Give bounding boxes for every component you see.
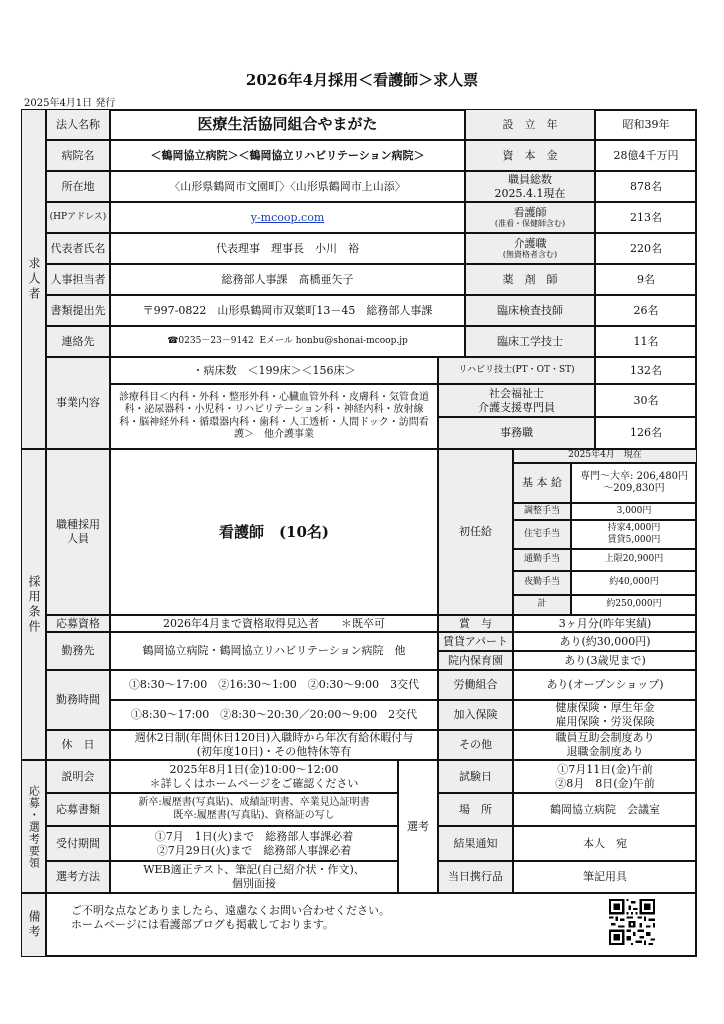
corp-name: 医療生活協同組合やまがた: [110, 109, 465, 140]
exam-date-label: 試験日: [438, 760, 513, 793]
office-label: 事務職: [438, 417, 595, 449]
qualification-label: 応募資格: [46, 615, 110, 632]
qr-code-icon[interactable]: [609, 899, 655, 945]
venue: 鶴岡協立病院 会議室: [513, 793, 697, 826]
total-pay-label: 計: [513, 595, 571, 615]
nursery-label: 院内保育園: [438, 651, 513, 670]
cetech-count: 11名: [595, 326, 697, 357]
address-label: 所在地: [46, 171, 110, 202]
remarks-line-1: ご不明な点などありましたら、遠慮なくお問い合わせください。: [71, 904, 390, 917]
rehab-label: リハビリ技士(PT・OT・ST): [438, 357, 595, 384]
document-title: 2026年4月採用＜看護師＞求人票: [245, 71, 479, 89]
workplace-label: 勤務先: [46, 632, 110, 670]
email-address: Eメール honbu@shonai-mcoop.jp: [259, 335, 408, 346]
documents-label: 応募書類: [46, 793, 110, 826]
union: あり(オープンショップ): [513, 670, 697, 700]
total-pay: 約250,000円: [571, 595, 697, 615]
period-label: 受付期間: [46, 826, 110, 861]
section-recruiter: 求人者: [21, 109, 46, 449]
basic-pay-label: 基 本 給: [513, 463, 571, 503]
insurance-label: 加入保険: [438, 700, 513, 730]
cetech-label: 臨床工学技士: [465, 326, 595, 357]
hr-contact: 総務部人事課 髙橋亜矢子: [110, 264, 465, 295]
phone-number: ☎0235－23－9142: [167, 335, 254, 346]
application-period: ①7月 1日(火)まで 総務部人事課必着 ②7月29日(火)まで 総務部人事課必着: [110, 826, 398, 861]
section-selection: 応募・選考要領: [21, 760, 46, 893]
adjust-allowance-label: 調整手当: [513, 503, 571, 520]
housing-allowance-label: 住宅手当: [513, 520, 571, 549]
venue-label: 場 所: [438, 793, 513, 826]
method-label: 選考方法: [46, 861, 110, 893]
holidays: 週休2日制(年間休日120日)入職時から年次有給休暇付与 (初年度10日)・その他特休等有: [110, 730, 438, 760]
basic-pay: 専門～大卒: 206,480円～209,830円: [571, 463, 697, 503]
care-label: 介護職 (無資格者含む): [465, 233, 595, 264]
hr-label: 人事担当者: [46, 264, 110, 295]
section-remarks: 備考: [21, 893, 46, 957]
exam-dates: ①7月11日(金)午前 ②8月 8日(金)午前: [513, 760, 697, 793]
briefing: 2025年8月1日(金)10:00～12:00 ＊詳しくはホームページをご確認ください: [110, 760, 398, 793]
capital-label: 資 本 金: [465, 140, 595, 171]
hospital-label: 病院名: [46, 140, 110, 171]
housing-allowance: 持家4,000円 賃貸5,000円: [571, 520, 697, 549]
contact-label: 連絡先: [46, 326, 110, 357]
nurse-count: 213名: [595, 202, 697, 233]
nurse-label: 看護師 (准看・保健師含む): [465, 202, 595, 233]
remarks-text: [46, 893, 697, 957]
labtech-label: 臨床検査技師: [465, 295, 595, 326]
staff-total-value: 878名: [595, 171, 697, 202]
social-worker-label: 社会福祉士 介護支援専門員: [438, 384, 595, 417]
pay-as-of: 2025年4月 現在: [513, 449, 697, 463]
section-conditions: 採用条件: [21, 449, 46, 760]
commute-allowance: 上限20,900円: [571, 549, 697, 571]
job-label: 職種採用人員: [46, 449, 110, 615]
issue-date: 2025年4月1日 発行: [24, 98, 116, 109]
submit-label: 書類提出先: [46, 295, 110, 326]
remarks-line-2: ホームページには看護部ブログも掲載しております。: [71, 917, 334, 931]
rehab-count: 132名: [595, 357, 697, 384]
selection-block-label: 選考: [398, 760, 438, 893]
founded-label: 設 立 年: [465, 109, 595, 140]
capital-value: 28億4千万円: [595, 140, 697, 171]
founded-value: 昭和39年: [595, 109, 697, 140]
contact-info: [110, 326, 465, 357]
union-label: 労働組合: [438, 670, 513, 700]
hp-label: (HPアドレス): [46, 202, 110, 233]
insurance: 健康保険・厚生年金 雇用保険・労災保険: [513, 700, 697, 730]
care-count: 220名: [595, 233, 697, 264]
apartment-label: 賃貸アパート: [438, 632, 513, 651]
nursery: あり(3歳児まで): [513, 651, 697, 670]
pharmacist-count: 9名: [595, 264, 697, 295]
documents: 新卒:履歴書(写真貼)、成績証明書、卒業見込証明書 既卒:履歴書(写真貼)、資格証の写し: [110, 793, 398, 826]
bring-label: 当日携行品: [438, 861, 513, 893]
other-label: その他: [438, 730, 513, 760]
commute-allowance-label: 通勤手当: [513, 549, 571, 571]
social-worker-count: 30名: [595, 384, 697, 417]
job-title: 看護師 (10名): [110, 449, 438, 615]
labtech-count: 26名: [595, 295, 697, 326]
result-label: 結果通知: [438, 826, 513, 861]
hours-label: 勤務時間: [46, 670, 110, 730]
apartment: あり(約30,000円): [513, 632, 697, 651]
result-notice: 本人 宛: [513, 826, 697, 861]
business-label: 事業内容: [46, 357, 110, 449]
staff-total-label: 職員総数 2025.4.1現在: [465, 171, 595, 202]
corp-name-label: 法人名称: [46, 109, 110, 140]
office-count: 126名: [595, 417, 697, 449]
night-allowance: 約40,000円: [571, 571, 697, 595]
briefing-label: 説明会: [46, 760, 110, 793]
holiday-label: 休 日: [46, 730, 110, 760]
hp-cell: [110, 202, 465, 233]
address: 〈山形県鶴岡市文園町〉〈山形県鶴岡市上山添〉: [110, 171, 465, 202]
other-benefits: 職員互助会制度あり 退職金制度あり: [513, 730, 697, 760]
qualification: 2026年4月まで資格取得見込者 ＊既卒可: [110, 615, 438, 632]
departments: 診療科目＜内科・外科・整形外科・心臓血管外科・皮膚科・気管食道科・泌尿器科・小児科・リハビリテーション科・神経内科・放射線科・脳神経外科・循環器内科・歯科・人工透析・人間ドック・訪問看護＞ 他介護事業: [110, 384, 438, 449]
homepage-link[interactable]: y-mcoop.com: [250, 210, 325, 224]
starting-pay-label: 初任給: [438, 449, 513, 615]
hours-two-shift: ①8:30～17:00 ②8:30～20:30／20:00～9:00 2交代: [110, 700, 438, 730]
bring-items: 筆記用具: [513, 861, 697, 893]
representative-label: 代表者氏名: [46, 233, 110, 264]
bonus: 3ヶ月分(昨年実績): [513, 615, 697, 632]
workplace: 鶴岡協立病院・鶴岡協立リハビリテーション病院 他: [110, 632, 438, 670]
hours-three-shift: ①8:30～17:00 ②16:30～1:00 ②0:30～9:00 3交代: [110, 670, 438, 700]
representative: 代表理事 理事長 小川 裕: [110, 233, 465, 264]
selection-method: WEB適正テスト、筆記(自己紹介状・作文)、 個別面接: [110, 861, 398, 893]
bed-count: ・病床数 ＜199床＞＜156床＞: [110, 357, 438, 384]
hospital-names: ＜鶴岡協立病院＞＜鶴岡協立リハビリテーション病院＞: [110, 140, 465, 171]
submit-address: 〒997-0822 山形県鶴岡市双葉町13－45 総務部人事課: [110, 295, 465, 326]
night-allowance-label: 夜勤手当: [513, 571, 571, 595]
adjust-allowance: 3,000円: [571, 503, 697, 520]
bonus-label: 賞 与: [438, 615, 513, 632]
pharmacist-label: 薬 剤 師: [465, 264, 595, 295]
